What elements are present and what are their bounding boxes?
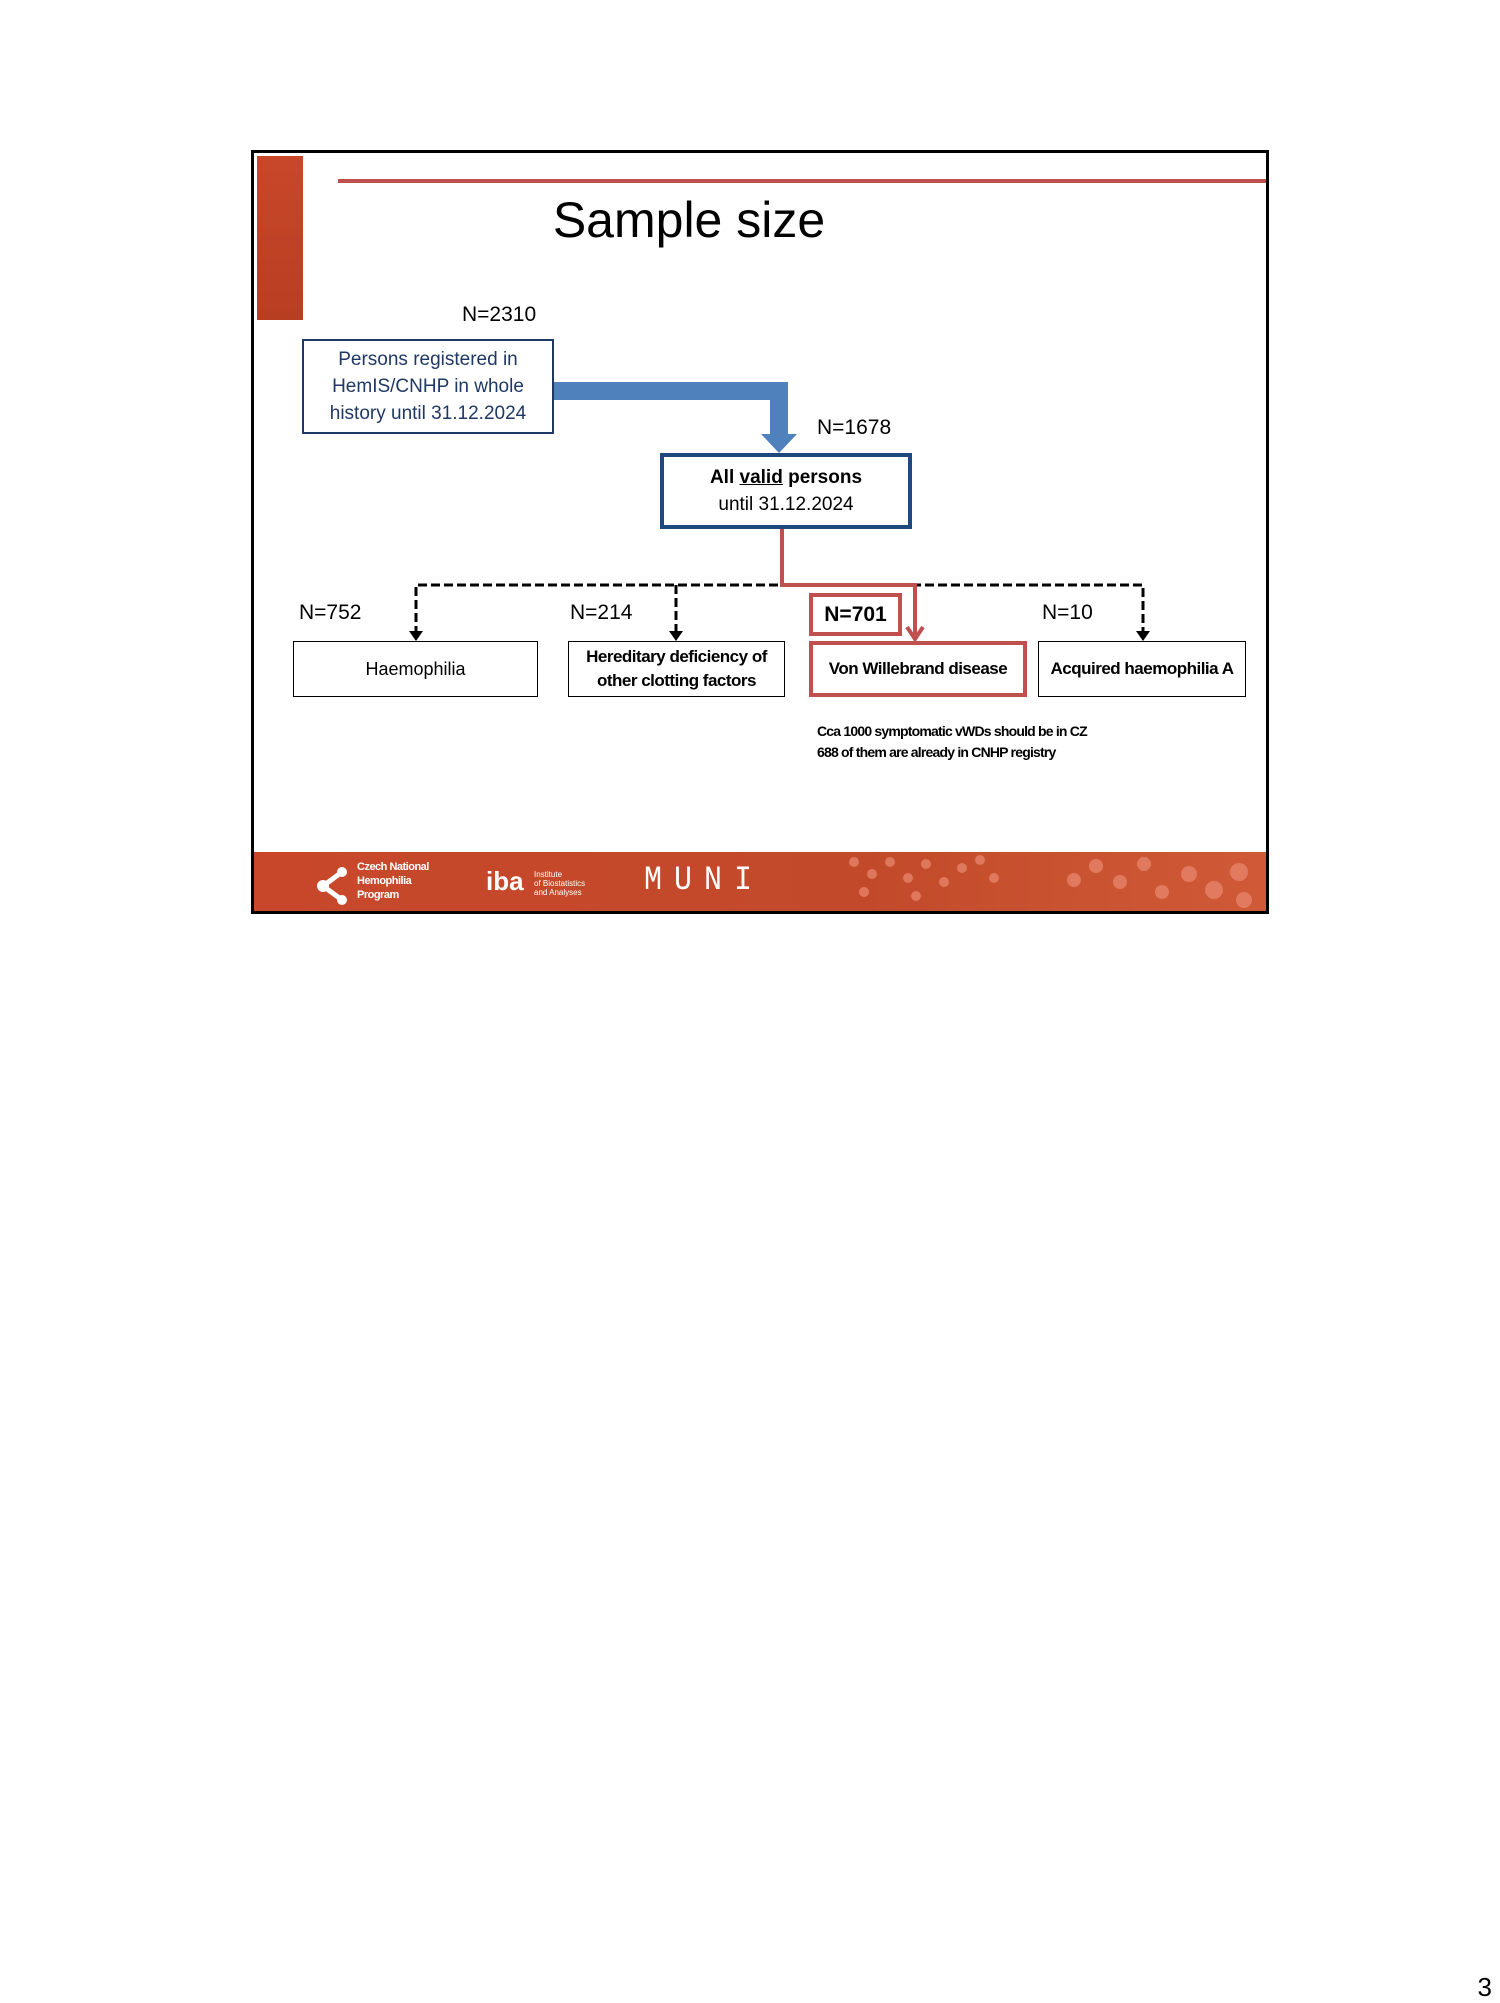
- box-line: other clotting factors: [596, 671, 756, 690]
- muni-logo: MUNI: [644, 861, 765, 901]
- logo-line: and Analyses: [534, 888, 582, 897]
- note-line: 688 of them are already in CNHP registry: [817, 744, 1056, 760]
- iba-logo-text: [534, 870, 585, 897]
- blue-arrow: [551, 382, 797, 453]
- total-count: N=2310: [462, 303, 537, 326]
- box-text: persons: [782, 467, 863, 488]
- haemophilia-count: N=752: [299, 601, 362, 624]
- registered-persons-box: [302, 339, 554, 434]
- box-line: Hereditary deficiency of: [586, 647, 767, 666]
- note-line: Cca 1000 symptomatic vWDs should be in CZ: [817, 723, 1087, 739]
- logo-line: Institute: [534, 870, 563, 879]
- page-number: 3: [1477, 1972, 1492, 2002]
- vwd-notes: [817, 721, 1087, 763]
- box-line: history until 31.12.2024: [329, 403, 527, 424]
- acquired-box: Acquired haemophilia A: [1038, 641, 1246, 697]
- iba-logo: iba: [486, 866, 524, 896]
- hereditary-box: [568, 641, 785, 697]
- box-line: HemIS/CNHP in whole: [332, 376, 524, 397]
- slide-title: Sample size: [552, 192, 826, 248]
- footer-band: [254, 852, 1266, 911]
- dashed-arrowheads: [409, 631, 1150, 641]
- cnhp-logo-icon: [316, 866, 350, 906]
- molecule-pattern-icon: [844, 852, 1264, 911]
- cnhp-logo-text: [357, 860, 429, 902]
- underlined-word: valid: [739, 467, 783, 488]
- logo-line: Hemophilia: [357, 875, 412, 887]
- logo-line: Czech National: [357, 861, 429, 873]
- logo-line: of Biostatistics: [534, 879, 586, 888]
- box-line: Persons registered in: [338, 349, 518, 370]
- valid-count: N=1678: [817, 416, 892, 439]
- box-line: until 31.12.2024: [718, 494, 854, 515]
- logo-line: Program: [357, 889, 399, 901]
- haemophilia-box: Haemophilia: [293, 641, 538, 697]
- vwd-box: Von Willebrand disease: [809, 641, 1027, 697]
- valid-persons-box: [660, 453, 912, 529]
- vwd-count: N=701: [809, 593, 902, 636]
- slide: [251, 150, 1269, 914]
- hereditary-count: N=214: [570, 601, 633, 624]
- acquired-count: N=10: [1042, 601, 1093, 624]
- box-text: All: [709, 467, 740, 488]
- dashed-connectors: [416, 585, 1143, 635]
